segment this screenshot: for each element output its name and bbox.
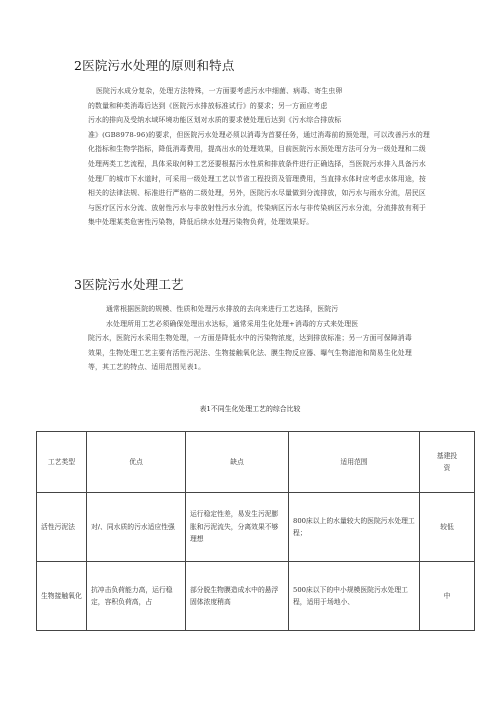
paragraph-line: 的数量和种类消毒后达到《医院污水排放标准试行》的要求；另一方面应考虑 [88, 101, 328, 110]
header-advantages: 优点 [87, 432, 186, 493]
paragraph-line: 污水的排向及受纳水域环境功能区划对水质的要求使处理后达到《污水综合排放标 [88, 116, 342, 125]
paragraph-line: 准》(GB8978-96)的要求，但医院污水处理必须以消毒为首要任务，通过消毒前的预处理，可以改善污水的理 [88, 130, 430, 139]
cell-pros: 对/、同水质的污水适应性强 [87, 493, 186, 562]
paragraph-line: 效果，生物处理工艺主要有活性污泥法、生物接触氧化法、膜生物反应器、曝气生物滤池和简易生化处理 [88, 348, 412, 357]
cell-pros: 抗冲击负荷能力高，运行稳定，容积负荷高，占 [87, 562, 186, 631]
paragraph-line: 相关的法律法规、标准进行严格的二级处理，另外，医院污水尽量做到分流排放，如污水与雨水分流，居民区 [88, 189, 426, 198]
cell-scope: 800床以上的水量较大的医院污水处理工程； [289, 493, 420, 562]
comparison-table [36, 431, 475, 631]
paragraph-line: 通常根据医院的规模、性质和处理污水排放的去向来进行工艺选择，医院污 [106, 305, 339, 313]
paragraph-line: 与医疗区污水分流、放射性污水与非放射性污水分流，传染病区污水与非传染病区污水分流，分流排放有利于 [88, 203, 426, 212]
table-row [37, 493, 475, 562]
section-3-heading: 3医院污水处理工艺 [74, 277, 184, 292]
cell-type: 生物接触氧化 [37, 562, 87, 631]
header-scope: 适用范围 [289, 432, 420, 493]
paragraph-line: 化指标和生物学指标，降低消毒费用，提高出水的处理效果，目前医院污水预处理方法可分为一级处理和二级 [88, 145, 426, 154]
cell-cons: 运行稳定性差，易发生污泥膨胀和污泥流失，分离效果不够理想 [186, 493, 289, 562]
paragraph-line: 医院污水成分复杂，处理方法特殊，一方面要考虑污水中细菌、病毒、寄生虫卵 [96, 87, 343, 95]
paragraph-line: 水处理所用工艺必须确保处理出水达标，通常采用生化处理+消毒的方式来处理医 [106, 319, 359, 328]
section-2-paragraph [88, 84, 448, 230]
paragraph-line: 等，其工艺的特点、适用范围见表1。 [88, 363, 206, 372]
paragraph-line: 处理厂的城市下水道时，可采用一级处理工艺以节省工程投资及管理费用，当直排水体时应考虑水体用途，按 [88, 174, 426, 183]
paragraph-line: 院污水，医院污水采用生物处理，一方面是降低水中的污染物浓度，达到排放标准；另一方面可保障消毒 [88, 334, 412, 343]
paragraph-line: 集中处理某类危害性污染物，降低后续水处理污染物负荷，处理效果好。 [88, 218, 314, 227]
header-investment: 基建投资 [420, 432, 475, 493]
section-3-paragraph [88, 302, 448, 375]
section-2-heading: 2医院污水处理的原则和特点 [74, 58, 235, 73]
table-row [37, 562, 475, 631]
cell-cost: 较低 [420, 493, 475, 562]
header-process-type: 工艺类型 [37, 432, 87, 493]
header-disadvantages: 缺点 [186, 432, 289, 493]
cell-cost: 中 [420, 562, 475, 631]
table-caption: 表1不同生化处理工艺的综合比较 [199, 405, 301, 413]
paragraph-line: 处理两类工艺流程，具体采取何种工艺还要根据污水性质和排放条件进行正确选择，当医院污水排入具备污水 [88, 159, 426, 168]
table-header-row [37, 432, 475, 493]
cell-cons: 部分脱生物膜造成水中的悬浮固体浓度稍高 [186, 562, 289, 631]
cell-type: 活性污泥法 [37, 493, 87, 562]
cell-scope: 500床以下的中小规模医院污水处理工程，适用于场地小、 [289, 562, 420, 631]
